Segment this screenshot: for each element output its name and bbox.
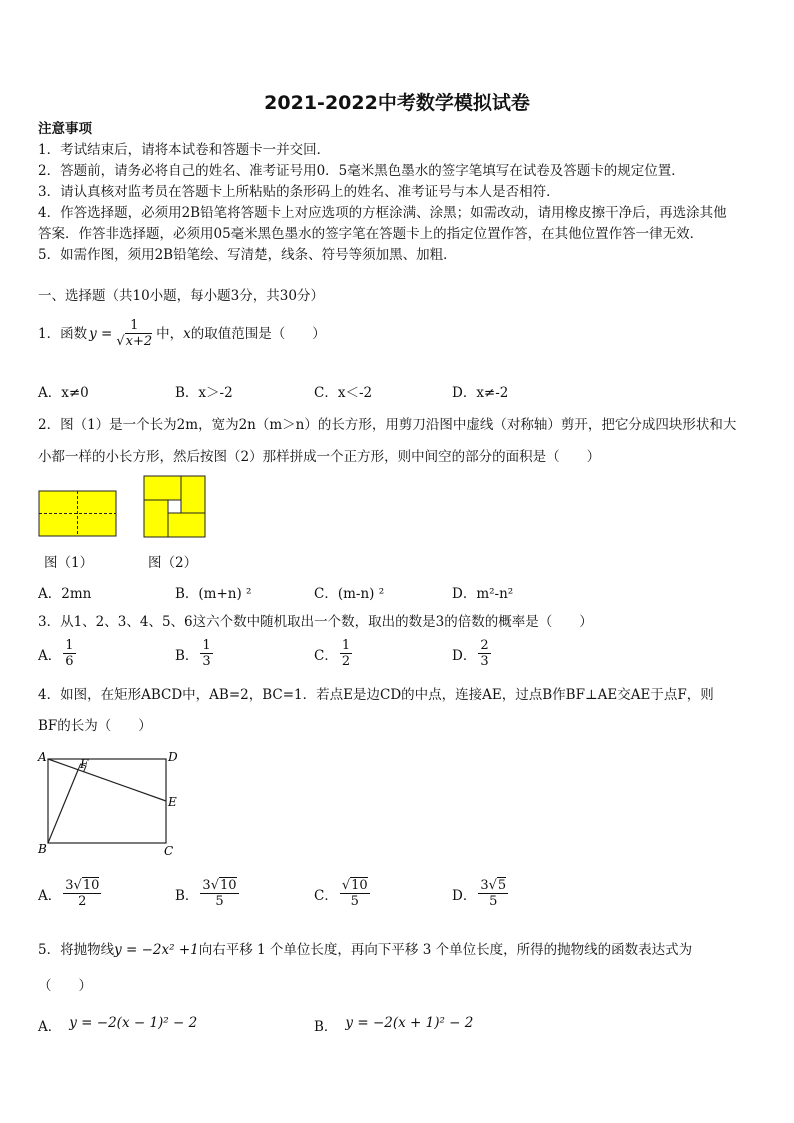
q3-option-b-label: B． [175,647,199,664]
q5-line-2: （ ） [38,978,92,994]
q2-figures [36,473,220,543]
q5-option-a [38,1015,197,1035]
q4-option-b [175,878,241,909]
q5-option-b-label: B． [314,1019,338,1035]
q1-option-c: C．x＜-2 [314,385,373,401]
q3-b-num: 1 [202,638,211,653]
figure-2-square [144,476,205,537]
figure-1-rectangle [39,491,116,536]
section-heading: 一、选择题（共10小题，每小题3分，共30分） [38,288,324,304]
q1-numerator: 1 [130,318,139,333]
notice-line-1: 1．考试结束后，请将本试卷和答题卡一并交回． [38,142,331,158]
q4-a-numerator: 3√10 [65,878,100,893]
q5-option-a-label: A． [38,1019,62,1035]
q5-option-a-expr: y = −2(x − 1)² − 2 [69,1015,198,1031]
q1-option-d: D．x≠-2 [452,385,509,401]
q2-option-b: B．(m+n) ² [175,586,252,602]
q1-suffix: 中， [156,325,184,342]
q4-option-d-fraction [478,878,508,909]
q3-option-c-fraction [340,638,352,669]
figure-1-label: 图（1） [44,555,94,571]
figure-2-label: 图（2） [148,555,198,571]
notice-line-2: 2．答题前，请务必将自己的姓名、准考证号用0．5毫米黑色墨水的签字笔填写在试卷及答题卡的规定位置． [38,163,685,179]
point-c-label: C [164,844,174,858]
q4-c-den: 5 [350,894,359,909]
q3-d-den: 3 [480,654,489,669]
point-a-label: A [38,750,47,764]
q1-suffix2: 的取值范围是（ ） [190,325,326,342]
question-5 [38,941,692,959]
q4-option-d-label: D． [452,887,477,904]
q4-option-a-fraction [63,878,101,909]
q1-denominator: √x+2 [116,334,153,349]
q4-option-a [38,878,103,909]
q4-d-numerator: 3√5 [480,878,507,893]
q3-option-d-label: D． [452,647,477,664]
q2-option-a: A．2mn [38,586,92,602]
q1-option-b: B．x＞-2 [175,385,233,401]
notice-heading: 注意事项 [38,121,92,137]
q3-option-a-fraction [63,638,75,669]
q4-c-numerator: √10 [341,878,368,893]
q5-option-b [314,1015,473,1035]
q3-c-den: 2 [341,654,351,669]
notice-line-3: 3．请认真核对监考员在答题卡上所粘贴的条形码上的姓名、准考证号与本人是否相符． [38,184,560,200]
q4-option-d [452,878,510,909]
q4-option-b-fraction [200,878,238,909]
q2-option-d: D．m²-n² [452,586,514,602]
q2-option-c: C．(m-n) ² [314,586,385,602]
q4-b-numerator: 3√10 [202,878,237,893]
q4-b-den: 5 [215,894,224,909]
q3-c-num: 1 [341,638,351,653]
q4-option-c [314,878,372,909]
page-title: 2021-2022中考数学模拟试卷 [264,92,530,114]
q4-a-coef: 3 [65,878,74,893]
q3-b-den: 3 [202,654,211,669]
q5-prefix: 5．将抛物线 [38,942,115,958]
q4-option-c-label: C． [314,887,338,904]
point-e-label: E [168,795,177,809]
q3-option-d [452,638,493,669]
q5-option-b-expr: y = −2(x + 1)² − 2 [345,1015,474,1031]
q3-option-d-fraction [478,638,490,669]
q4-a-den: 2 [78,894,87,909]
q4-b-coef: 3 [202,878,211,893]
q1-fraction [114,318,154,349]
q4-d-den: 5 [489,894,498,909]
q1-y-eq: y = [89,325,113,342]
point-d-label: D [168,750,178,764]
q4-d-rad: 5 [497,878,507,893]
q3-option-b [175,638,215,669]
q2-line-1: 2．图（1）是一个长为2m，宽为2n（m＞n）的长方形，用剪刀沿图中虚线（对称轴）剪开，把它分成四块形状和大 [38,417,737,433]
q3-option-c-label: C． [314,647,338,664]
q3-option-a [38,638,78,669]
q4-rectangle-figure [34,745,184,860]
q4-option-c-fraction [340,878,370,909]
q5-expression: y = −2x² +1 [114,942,199,958]
q4-option-a-label: A． [38,887,62,904]
point-f-label: F [80,757,89,771]
q5-suffix: 向右平移 1 个单位长度，再向下平移 3 个单位长度，所得的抛物线的函数表达式为 [198,942,693,958]
q1-option-a: A．x≠0 [38,385,89,401]
q2-line-2: 小都一样的小长方形，然后按图（2）那样拼成一个正方形，则中间空的部分的面积是（ ） [38,449,601,465]
q3-option-a-label: A． [38,647,62,664]
q1-prefix: 1．函数 [38,325,88,342]
q3-text: 3．从1、2、3、4、5、6这六个数中随机取出一个数，取出的数是3的倍数的概率是（ ） [38,614,593,630]
q1-radicand: x+2 [125,334,153,349]
q4-a-rad: 10 [82,878,100,893]
q3-a-den: 6 [65,654,74,669]
q3-option-b-fraction [200,638,212,669]
notice-line-6: 5．如需作图，须用2B铅笔绘、写清楚，线条、符号等须加黑、加粗． [38,247,457,263]
question-1 [38,318,326,349]
q3-d-num: 2 [480,638,489,653]
notice-line-5: 答案．作答非选择题，必须用05毫米黑色墨水的签字笔在答题卡上的指定位置作答，在其他位置作答一律无效． [38,226,704,242]
q4-line-1: 4．如图，在矩形ABCD中，AB=2，BC=1．若点E是边CD的中点，连接AE，过点B作BF⊥AE交AE于点F，则 [38,687,714,703]
notice-line-4: 4．作答选择题，必须用2B铅笔将答题卡上对应选项的方框涂满、涂黑；如需改动，请用橡皮擦干净后，再选涂其他 [38,205,727,221]
q1-variable: x [183,325,191,342]
q4-d-coef: 3 [480,878,489,893]
q4-line-2: BF的长为（ ） [38,718,152,734]
q4-option-b-label: B． [175,887,199,904]
q4-b-rad: 10 [220,878,237,893]
point-b-label: B [38,842,47,856]
q3-option-c [314,638,354,669]
q3-a-num: 1 [65,638,74,653]
q4-c-rad: 10 [351,878,368,893]
